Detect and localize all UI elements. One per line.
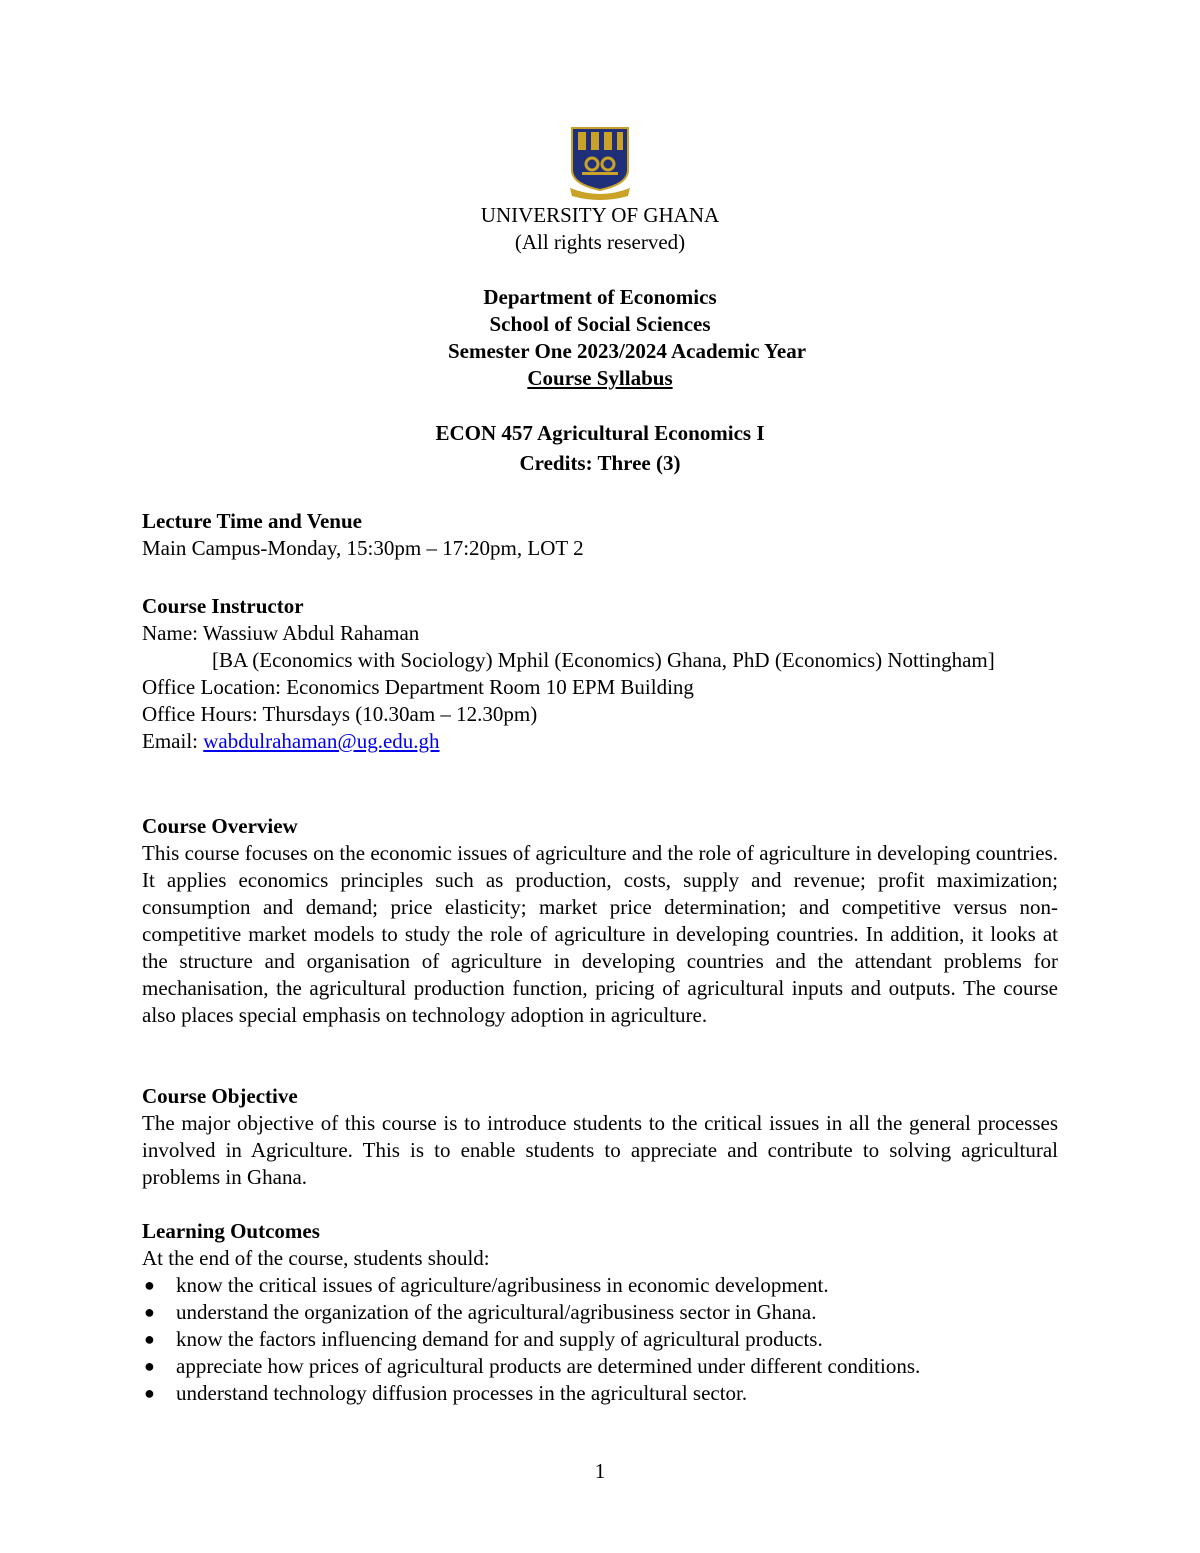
email-line [142, 728, 1058, 755]
instructor-name: Name: Wassiuw Abdul Rahaman [142, 621, 420, 645]
department-name: Department of Economics [483, 285, 717, 309]
document-type: Course Syllabus [527, 366, 673, 390]
office-location: Office Location: Economics Department Room 10 EPM Building [142, 675, 694, 699]
office-hours: Office Hours: Thursdays (10.30am – 12.30pm) [142, 702, 538, 726]
overview-section [142, 813, 1058, 1029]
semester-line: Semester One 2023/2024 Academic Year [447, 339, 807, 363]
instructor-heading: Course Instructor [142, 594, 304, 618]
objective-heading: Course Objective [142, 1084, 298, 1108]
bullet-icon: ● [144, 1383, 155, 1403]
bullet-icon: ● [144, 1275, 155, 1295]
outcomes-list [142, 1272, 1058, 1407]
list-item: ● know the factors influencing demand for and supply of agricultural products. [144, 1327, 823, 1351]
bullet-icon: ● [144, 1329, 155, 1349]
list-item: ● understand the organization of the agricultural/agribusiness sector in Ghana. [144, 1300, 817, 1324]
header-block [0, 202, 1200, 256]
email-link[interactable]: wabdulrahaman@ug.edu.gh [203, 729, 440, 753]
department-block [0, 284, 1200, 392]
course-credits: Credits: Three (3) [519, 451, 681, 475]
page-number: 1 [594, 1459, 606, 1483]
lecture-detail: Main Campus-Monday, 15:30pm – 17:20pm, LOT 2 [142, 536, 584, 560]
outcomes-section [142, 1218, 1058, 1407]
school-name: School of Social Sciences [489, 312, 711, 336]
email-label: Email: [142, 729, 198, 753]
university-name: UNIVERSITY OF GHANA [480, 203, 720, 227]
objective-section [142, 1083, 1058, 1191]
overview-text: This course focuses on the economic issues of agriculture and the role of agriculture in developing countries. It applies economics principles such as production, costs, supply and revenue; profit maximization; consumption and demand; price elasticity; market price determination; and competitive versus non-competitive market models to study the role of agriculture in developing countries. In addition, it looks at the structure and organisation of agriculture in developing countries and the attendant problems for mechanisation, the agricultural production function, pricing of agricultural inputs and outputs. The course also places special emphasis on technology adoption in agriculture. [142, 841, 1058, 1027]
instructor-qualifications: [BA (Economics with Sociology) Mphil (Economics) Ghana, PhD (Economics) Nottingham] [212, 648, 995, 672]
outcomes-heading: Learning Outcomes [142, 1219, 320, 1243]
course-title: ECON 457 Agricultural Economics I [435, 421, 765, 445]
list-item: ● understand technology diffusion processes in the agricultural sector. [144, 1381, 748, 1405]
instructor-section [142, 593, 1058, 755]
overview-heading: Course Overview [142, 814, 298, 838]
bullet-icon: ● [144, 1302, 155, 1322]
list-item: ● know the critical issues of agriculture/agribusiness in economic development. [144, 1273, 829, 1297]
lecture-heading: Lecture Time and Venue [142, 509, 362, 533]
course-title-block [0, 420, 1200, 477]
rights-note: (All rights reserved) [514, 230, 686, 254]
outcomes-intro: At the end of the course, students should: [142, 1246, 490, 1270]
objective-text: The major objective of this course is to introduce students to the critical issues in all the general processes involved in Agriculture. This is to enable students to appreciate and contribute to solving agricultural problems in Ghana. [142, 1111, 1058, 1189]
university-crest-logo [568, 126, 632, 200]
list-item: ● appreciate how prices of agricultural products are determined under different conditions. [144, 1354, 921, 1378]
lecture-section [142, 508, 1058, 562]
bullet-icon: ● [144, 1356, 155, 1376]
